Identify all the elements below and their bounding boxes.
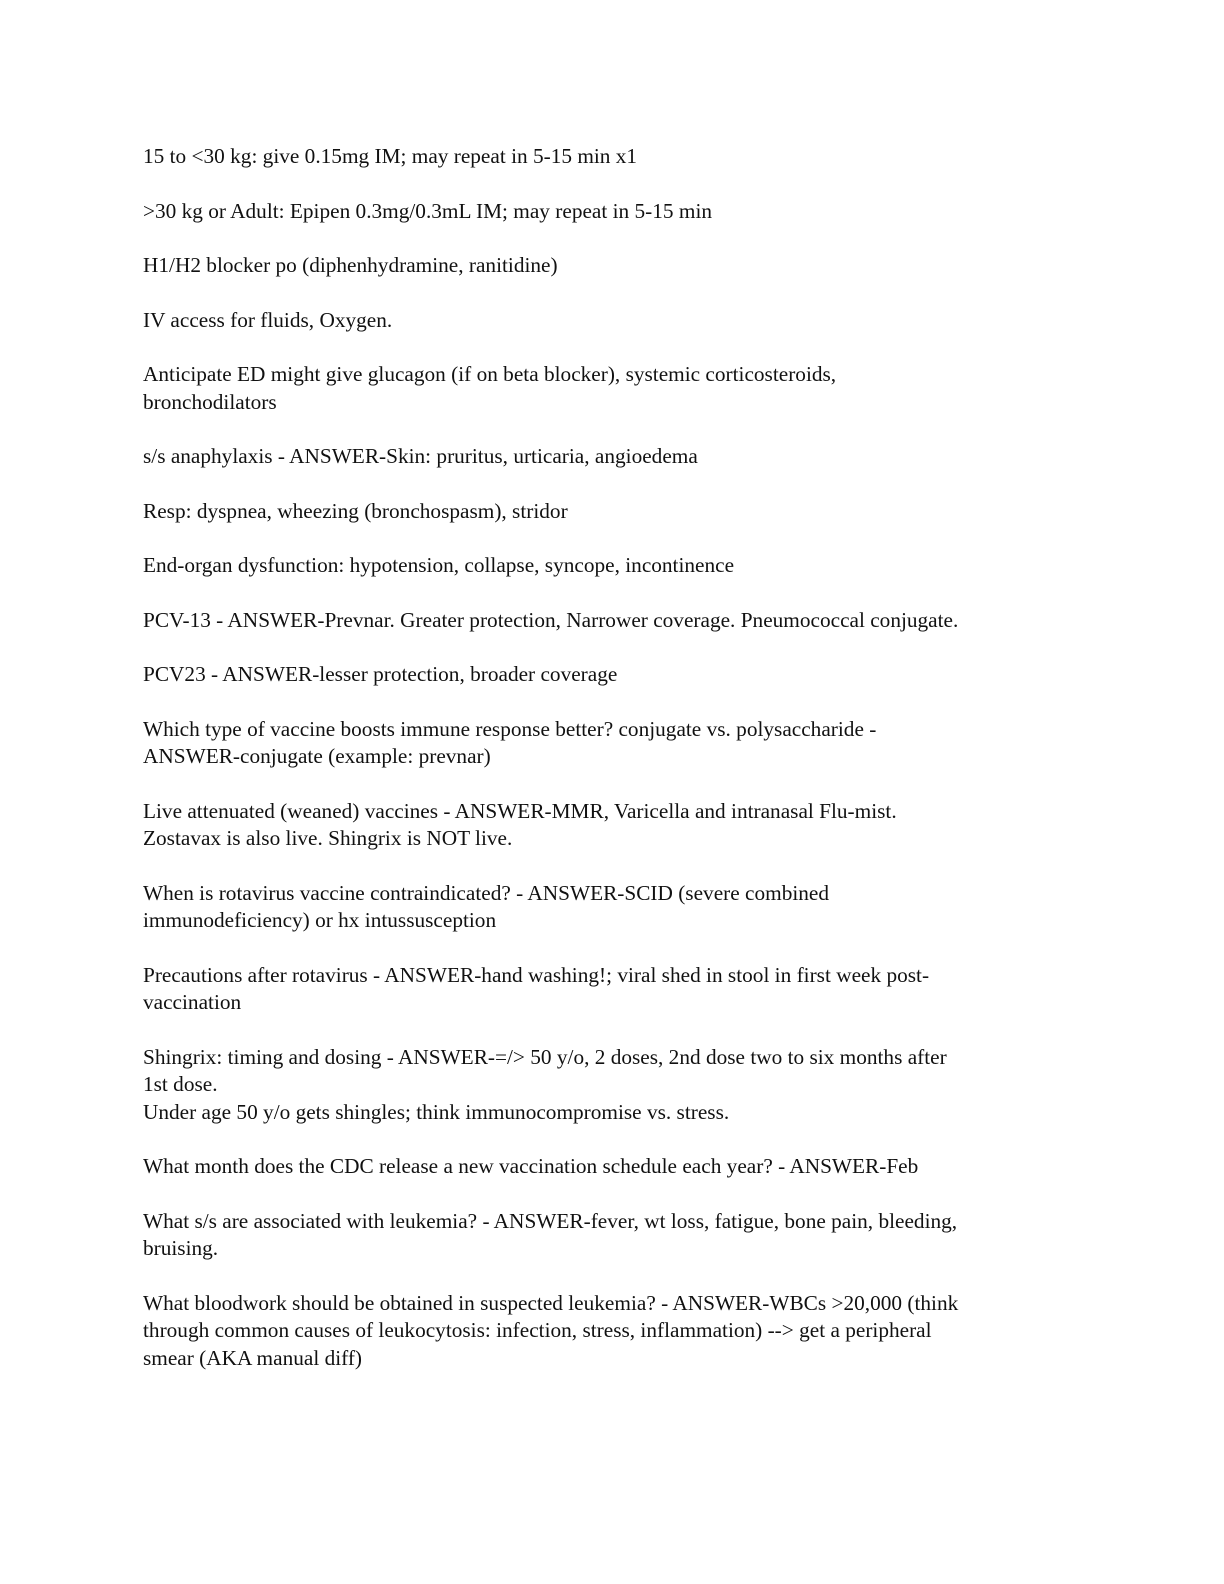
- text-line: ANSWER-conjugate (example: prevnar): [143, 744, 491, 768]
- paragraph: [143, 143, 1083, 171]
- text-line: H1/H2 blocker po (diphenhydramine, ranitidine): [143, 253, 558, 277]
- text-line: vaccination: [143, 990, 242, 1014]
- text-line: bruising.: [143, 1236, 219, 1260]
- paragraph: [143, 361, 1083, 416]
- text-line: What month does the CDC release a new vaccination schedule each year? - ANSWER-Feb: [143, 1154, 919, 1178]
- text-line: PCV-13 - ANSWER-Prevnar. Greater protection, Narrower coverage. Pneumococcal conjugate.: [143, 607, 959, 632]
- paragraph: [143, 1153, 1083, 1181]
- paragraph: [143, 498, 1083, 526]
- text-line: Which type of vaccine boosts immune response better? conjugate vs. polysaccharide -: [143, 716, 877, 741]
- paragraph: [143, 1208, 1083, 1263]
- text-line: Live attenuated (weaned) vaccines - ANSWER-MMR, Varicella and intranasal Flu-mist.: [143, 798, 897, 823]
- paragraph: [143, 1044, 1083, 1127]
- text-line: through common causes of leukocytosis: infection, stress, inflammation) --> get a peripheral: [143, 1318, 932, 1342]
- text-line: Under age 50 y/o gets shingles; think immunocompromise vs. stress.: [143, 1099, 730, 1124]
- text-line: Zostavax is also live. Shingrix is NOT live.: [143, 826, 513, 850]
- paragraph: [143, 443, 1083, 471]
- paragraph: [143, 716, 1083, 771]
- text-line: Precautions after rotavirus - ANSWER-hand washing!; viral shed in stool in first week post-: [143, 962, 930, 987]
- text-line: Shingrix: timing and dosing - ANSWER-=/> 50 y/o, 2 doses, 2nd dose two to six months after: [143, 1044, 947, 1069]
- text-line: 1st dose.: [143, 1072, 218, 1096]
- paragraph: [143, 798, 1083, 853]
- text-line: When is rotavirus vaccine contraindicated? - ANSWER-SCID (severe combined: [143, 880, 830, 905]
- paragraph: [143, 552, 1083, 580]
- paragraph: [143, 607, 1083, 635]
- text-line: 15 to <30 kg: give 0.15mg IM; may repeat in 5-15 min x1: [143, 144, 638, 168]
- text-line: IV access for fluids, Oxygen.: [143, 307, 393, 332]
- text-line: smear (AKA manual diff): [143, 1345, 363, 1370]
- paragraph: [143, 880, 1083, 935]
- paragraph: [143, 307, 1083, 335]
- text-line: What bloodwork should be obtained in suspected leukemia? - ANSWER-WBCs >20,000 (think: [143, 1290, 959, 1315]
- text-line: >30 kg or Adult: Epipen 0.3mg/0.3mL IM; may repeat in 5-15 min: [143, 198, 713, 223]
- paragraph: [143, 661, 1083, 689]
- paragraph: [143, 198, 1083, 226]
- text-line: s/s anaphylaxis - ANSWER-Skin: pruritus, urticaria, angioedema: [143, 444, 698, 468]
- paragraph: [143, 252, 1083, 280]
- text-line: immunodeficiency) or hx intussusception: [143, 908, 497, 932]
- text-line: What s/s are associated with leukemia? - ANSWER-fever, wt loss, fatigue, bone pain, bleeding,: [143, 1208, 958, 1233]
- paragraph: [143, 962, 1083, 1017]
- text-line: Resp: dyspnea, wheezing (bronchospasm), stridor: [143, 498, 568, 523]
- text-line: bronchodilators: [143, 389, 277, 414]
- text-line: PCV23 - ANSWER-lesser protection, broader coverage: [143, 662, 618, 686]
- text-line: End-organ dysfunction: hypotension, collapse, syncope, incontinence: [143, 553, 735, 577]
- document-body: [143, 143, 1083, 1399]
- paragraph: [143, 1290, 1083, 1373]
- text-line: Anticipate ED might give glucagon (if on beta blocker), systemic corticosteroids,: [143, 362, 837, 386]
